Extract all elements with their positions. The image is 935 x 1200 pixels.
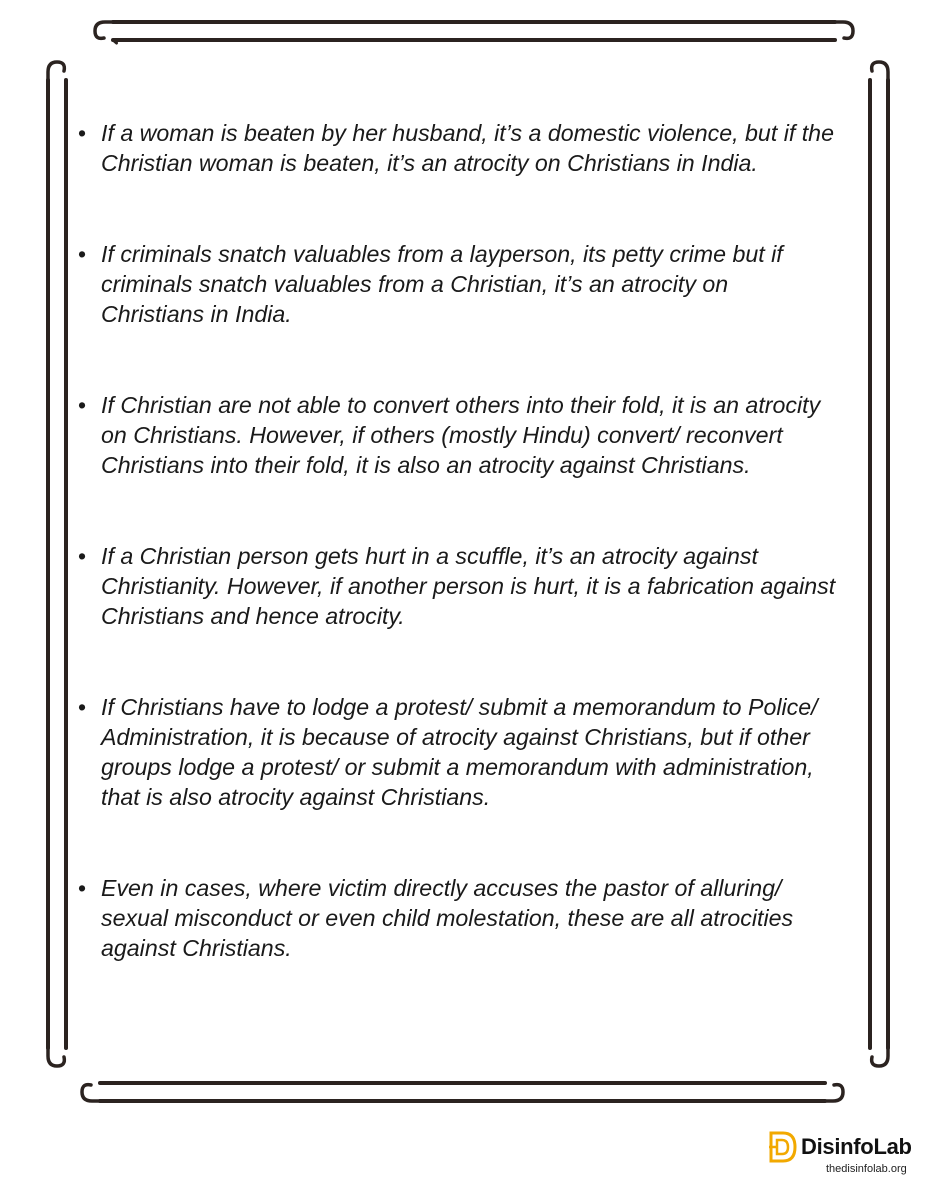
right-border [870,62,888,1066]
top-border [95,22,853,43]
bullet-item-4: • If a Christian person gets hurt in a scuffle, it’s an atrocity against Christianity. However, if another person is hurt, it is a fabrication against Christians and hence atrocity. [76,541,836,631]
logo-name: DisinfoLab [801,1134,912,1159]
bullet-item-2: • If criminals snatch valuables from a layperson, its petty crime but if criminals snatch valuables from a Christian, it’s an atrocity on Christians in India. [76,239,836,329]
bullet-item-6: • Even in cases, where victim directly accuses the pastor of alluring/ sexual misconduct or even child molestation, these are all atrocities against Christians. [76,873,836,963]
left-border [48,62,66,1066]
bullet-item-5: • If Christians have to lodge a protest/ submit a memorandum to Police/ Administration, it is because of atrocity against Christians, but if other groups lodge a protest/ or submit a memorandum with administration, that is also atrocity against Christians. [76,692,836,812]
disinfolab-logo [768,1130,918,1178]
bullet-item-1: • If a woman is beaten by her husband, it’s a domestic violence, but if the Christian woman is beaten, it’s an atrocity on Christians in India. [76,118,836,178]
content-area [76,118,836,1024]
bullet-item-3: • If Christian are not able to convert others into their fold, it is an atrocity on Christians. However, if others (mostly Hindu) convert/ reconvert Christians into their fold, it is also an atrocity against Christians. [76,390,836,480]
bullet-list [76,118,836,963]
logo-url: thedisinfolab.org [826,1163,907,1175]
disinfolab-logo-icon [768,1130,800,1164]
bottom-border [82,1083,843,1101]
